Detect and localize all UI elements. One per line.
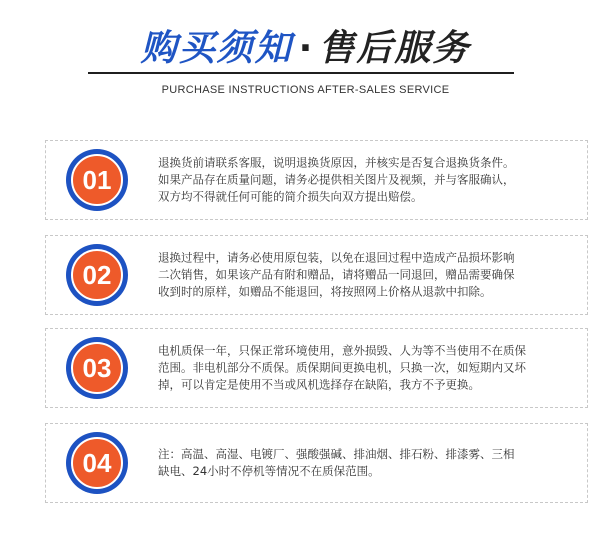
- number-badge-label: 03: [82, 352, 112, 383]
- notice-line: 范围。非电机部分不质保。质保期间更换电机，只换一次，如短期内又坏: [158, 360, 526, 375]
- notice-card-01: [45, 140, 588, 220]
- notice-text: [158, 446, 573, 480]
- notice-text: [158, 155, 573, 206]
- notice-line: 如果产品存在质量问题，请务必提供相关图片及视频，并与客服确认，: [158, 172, 515, 187]
- notice-line: 注：高温、高湿、电镀厂、强酸强碱、排油烟、排石粉、排漆雾、三相: [158, 447, 515, 461]
- number-badge-label: 02: [82, 259, 112, 290]
- notice-line: 退换货前请联系客服，说明退换货原因，并核实是否复合退换货条件。: [158, 155, 515, 170]
- title-separator-dot: ·: [298, 28, 313, 69]
- page-subtitle: PURCHASE INSTRUCTIONS AFTER-SALES SERVICE: [161, 84, 450, 96]
- number-badge-label: 01: [82, 164, 112, 195]
- notice-text: [158, 250, 573, 301]
- number-badge: [66, 244, 128, 306]
- number-badge-inner: [71, 437, 123, 489]
- notice-line: 掉，可以肯定是使用不当或风机选择存在缺陷，我方不予更换。: [158, 377, 480, 392]
- number-badge: [66, 337, 128, 399]
- notice-text: [158, 343, 573, 394]
- number-badge-inner: [71, 342, 123, 394]
- notice-card-04: [45, 423, 588, 503]
- number-badge-label: 04: [82, 447, 112, 478]
- number-badge: [66, 149, 128, 211]
- notice-card-03: [45, 328, 588, 408]
- notice-line: 缺电、24小时不停机等情况不在质保范围。: [158, 464, 380, 478]
- title-after-sales: 售后服务: [318, 28, 471, 69]
- title-purchase-notes: 购买须知: [140, 28, 293, 69]
- title-underline-divider: [88, 72, 514, 74]
- number-badge-inner: [71, 154, 123, 206]
- notice-card-02: [45, 235, 588, 315]
- number-badge: [66, 432, 128, 494]
- notice-line: 双方均不得就任何可能的简介损失向双方提出赔偿。: [158, 189, 423, 204]
- notice-line: 电机质保一年，只保正常环境使用，意外损毁、人为等不当使用不在质保: [158, 343, 526, 358]
- notice-line: 退换过程中，请务必使用原包装，以免在退回过程中造成产品损坏影响: [158, 250, 515, 265]
- page-title: [0, 20, 611, 71]
- page-header: [0, 0, 611, 110]
- notice-line: 收到时的原样，如赠品不能退回，将按照网上价格从退款中扣除。: [158, 284, 492, 299]
- number-badge-inner: [71, 249, 123, 301]
- notice-line: 二次销售，如果该产品有附和赠品，请将赠品一同退回，赠品需要确保: [158, 267, 515, 282]
